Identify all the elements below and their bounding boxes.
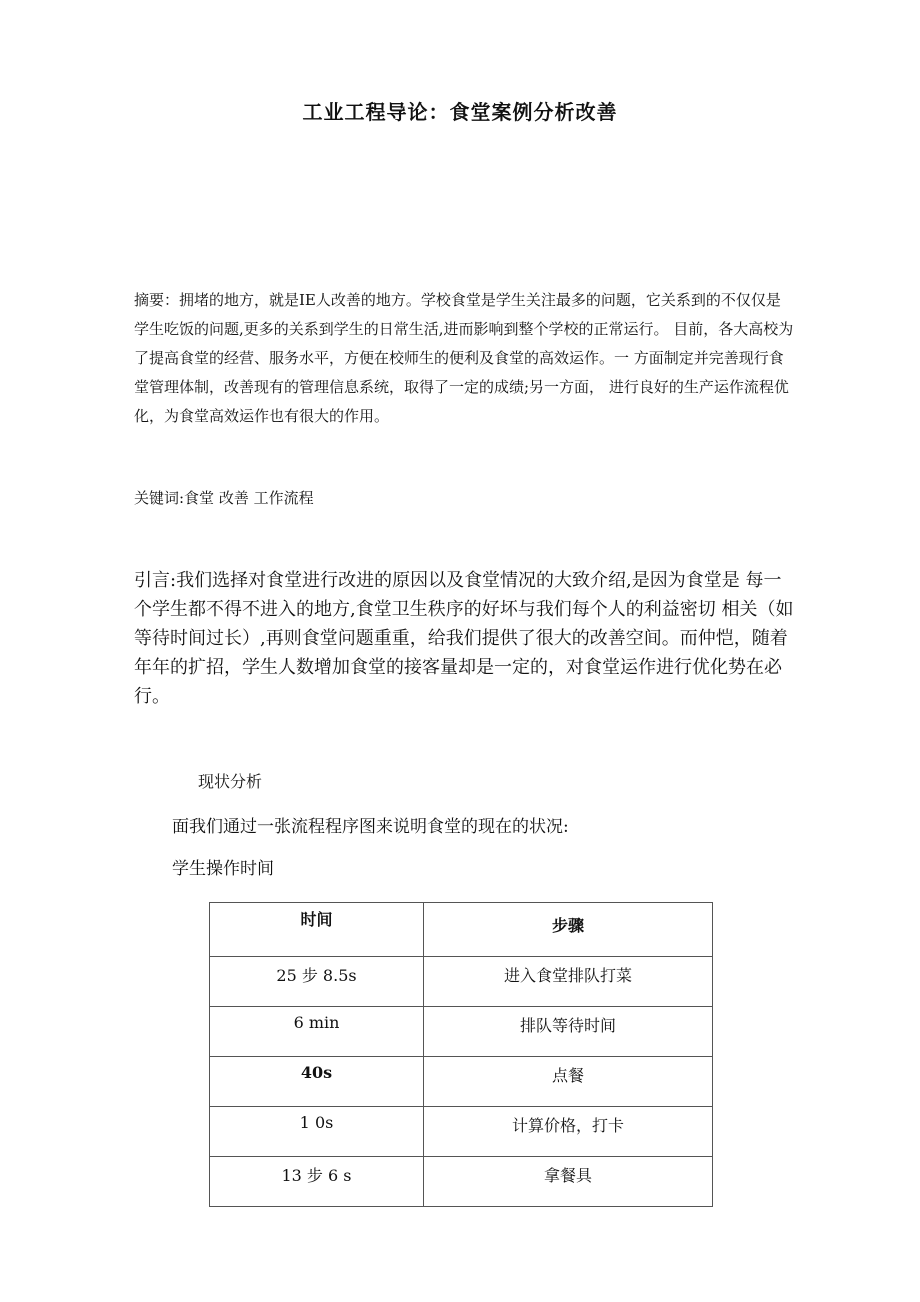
header-time: 时间 xyxy=(210,903,424,957)
table-row xyxy=(210,1007,713,1057)
table-caption: 学生操作时间 xyxy=(172,859,274,879)
abstract-paragraph: 摘要：拥堵的地方，就是IE人改善的地方。学校食堂是学生关注最多的问题，它关系到的不仅仅是学生吃饭的问题,更多的关系到学生的日常生活,进而影响到整个学校的正常运行。 目前，各大高校为了提高食堂的经营、服务水平，方便在校师生的便利及食堂的高效运作。一 方面制定并完善现行食堂管理体制，改善现有的管理信息系统，取得了一定的成绩;另一方面， 进行良好的生产运作流程优化，为食堂高效运作也有很大的作用。 xyxy=(134,291,794,425)
table-row xyxy=(210,1107,713,1157)
intro-paragraph: 引言:我们选择对食堂进行改进的原因以及食堂情况的大致介绍,是因为食堂是 每一个学生都不得不进入的地方,食堂卫生秩序的好坏与我们每个人的利益密切 相关（如等待时间过长）,再则食堂问题重重，给我们提供了很大的改善空间。而仲恺，随着年年的扩招，学生人数增加食堂的接客量却是一定的，对食堂运作进行优化势在必行。 xyxy=(134,570,794,707)
student-operation-time-table xyxy=(209,902,713,1207)
cell-time: 40s xyxy=(210,1057,424,1107)
cell-time: 1 0s xyxy=(210,1107,424,1157)
header-step: 步骤 xyxy=(424,903,713,957)
section-heading: 现状分析 xyxy=(198,772,263,791)
cell-time: 6 min xyxy=(210,1007,424,1057)
cell-step: 排队等待时间 xyxy=(424,1007,713,1057)
cell-step: 拿餐具 xyxy=(424,1157,713,1207)
table-header-row xyxy=(210,903,713,957)
cell-step: 点餐 xyxy=(424,1057,713,1107)
document-title: 工业工程导论：食堂案例分析改善 xyxy=(302,100,618,124)
table-row xyxy=(210,1157,713,1207)
cell-step: 计算价格，打卡 xyxy=(424,1107,713,1157)
cell-time: 25 步 8.5s xyxy=(210,957,424,1007)
keywords-line: 关键词:食堂 改善 工作流程 xyxy=(134,489,314,507)
table-row xyxy=(210,1057,713,1107)
flow-intro-line: 面我们通过一张流程程序图来说明食堂的现在的状况: xyxy=(172,817,569,837)
table-row xyxy=(210,957,713,1007)
cell-time: 13 步 6 s xyxy=(210,1157,424,1207)
cell-step: 进入食堂排队打菜 xyxy=(424,957,713,1007)
